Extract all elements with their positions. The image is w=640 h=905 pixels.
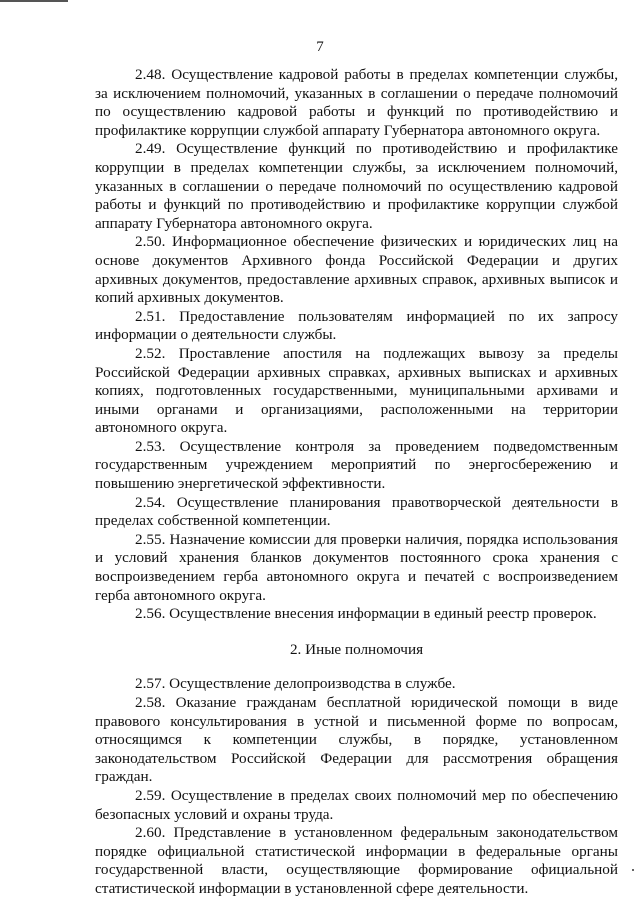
paragraph-2-50: 2.50. Информационное обеспечение физических и юридических лиц на основе документов Архивного фонда Российской Федерации и других архивных документов, предоставление архивных справок, архивных выписок и копий архивных документов. — [95, 233, 618, 307]
paragraph-2-59: 2.59. Осуществление в пределах своих полномочий мер по обеспечению безопасных условий и охраны труда. — [95, 786, 618, 823]
page-number: 7 — [316, 39, 324, 55]
paragraph-2-58: 2.58. Оказание гражданам бесплатной юридической помощи в виде правового консультирования в устной и письменной форме по вопросам, относящимся к компетенции службы, в порядке, установленном законодательством Российской Федерации для рассмотрения обращения граждан. — [95, 694, 618, 786]
section-heading: 2. Иные полномочия — [289, 640, 424, 658]
scan-edge-mark — [0, 0, 68, 2]
paragraph-2-48: 2.48. Осуществление кадровой работы в пределах компетенции службы, за исключением полномочий, указанных в соглашении о передаче полномочий по осуществлению кадровой работы и функций по противодействию и профилактике коррупции службой аппарату Губернатора автономного округа. — [95, 66, 618, 139]
paragraph-2-57: 2.57. Осуществление делопроизводства в службе. — [135, 675, 456, 693]
paragraph-2-49: 2.49. Осуществление функций по противодействию и профилактике коррупции в пределах компетенции службы, за исключением полномочий, указанных в соглашении о передаче полномочий по осуществлению кадровой работы и функций по противодействию и профилактике коррупции службой аппарату Губернатора автономного округа. — [95, 140, 618, 232]
paragraph-2-60: 2.60. Представление в установленном федеральным законодательством порядке официальной статистической информации в федеральные органы государственной власти, осуществляющие формирование официальной статистической информации в установленной сфере деятельности. — [95, 824, 618, 897]
paragraph-2-54: 2.54. Осуществление планирования правотворческой деятельности в пределах собственной компетенции. — [95, 493, 618, 530]
paragraph-2-53: 2.53. Осуществление контроля за проведением подведомственным государственным учреждением мероприятий по энергосбережению и повышению энергетической эффективности. — [95, 437, 618, 493]
paragraph-2-51: 2.51. Предоставление пользователям информацией по их запросу информации о деятельности службы. — [95, 307, 618, 344]
paragraph-2-52: 2.52. Проставление апостиля на подлежащих вывозу за пределы Российской Федерации архивных справках, архивных выписках и архивных копиях, подготовленных государственными, муниципальными архивами и иными органами и организациями, расположенными на территории автономного округа. — [95, 344, 618, 437]
paragraph-2-55: 2.55. Назначение комиссии для проверки наличия, порядка использования и условий хранения бланков документов постоянного срока хранения с воспроизведением герба автономного округа и печатей с воспроизведением герба автономного округа. — [95, 530, 618, 604]
paragraph-2-56: 2.56. Осуществление внесения информации в единый реестр проверок. — [135, 605, 597, 623]
document-body — [95, 66, 618, 899]
scan-speck — [632, 869, 634, 871]
